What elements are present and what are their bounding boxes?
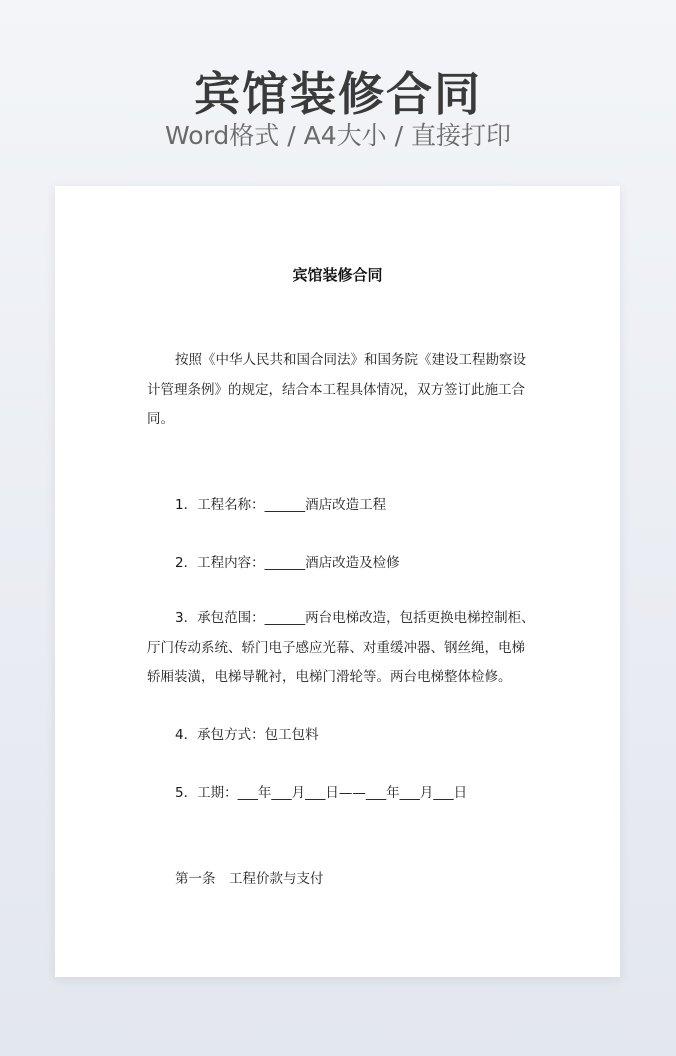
- banner-subtitle: Word格式 / A4大小 / 直接打印: [165, 121, 511, 150]
- item-project-name: 1．工程名称：______酒店改造工程: [175, 497, 387, 513]
- preamble-paragraph: 按照《中华人民共和国合同法》和国务院《建设工程勘察设计管理条例》的规定，结合本工程具体情况，双方签订此施工合同。: [147, 352, 526, 427]
- article-one-heading: 第一条 工程价款与支付: [175, 871, 324, 887]
- item-duration: 5．工期：___年___月___日——___年___月___日: [175, 785, 468, 801]
- document-page: [55, 186, 620, 977]
- item-contract-method: 4．承包方式：包工包料: [175, 727, 319, 743]
- item-contract-scope: 3．承包范围：______两台电梯改造，包括更换电梯控制柜、厅门传动系统、轿门电子感应光幕、对重缓冲器、钢丝绳，电梯轿厢装潢，电梯导靴衬，电梯门滑轮等。两台电梯整体检修。: [147, 610, 535, 685]
- item-project-content: 2．工程内容：______酒店改造及检修: [175, 555, 400, 571]
- banner-title: 宾馆装修合同: [194, 67, 482, 121]
- document-title: 宾馆装修合同: [292, 266, 383, 284]
